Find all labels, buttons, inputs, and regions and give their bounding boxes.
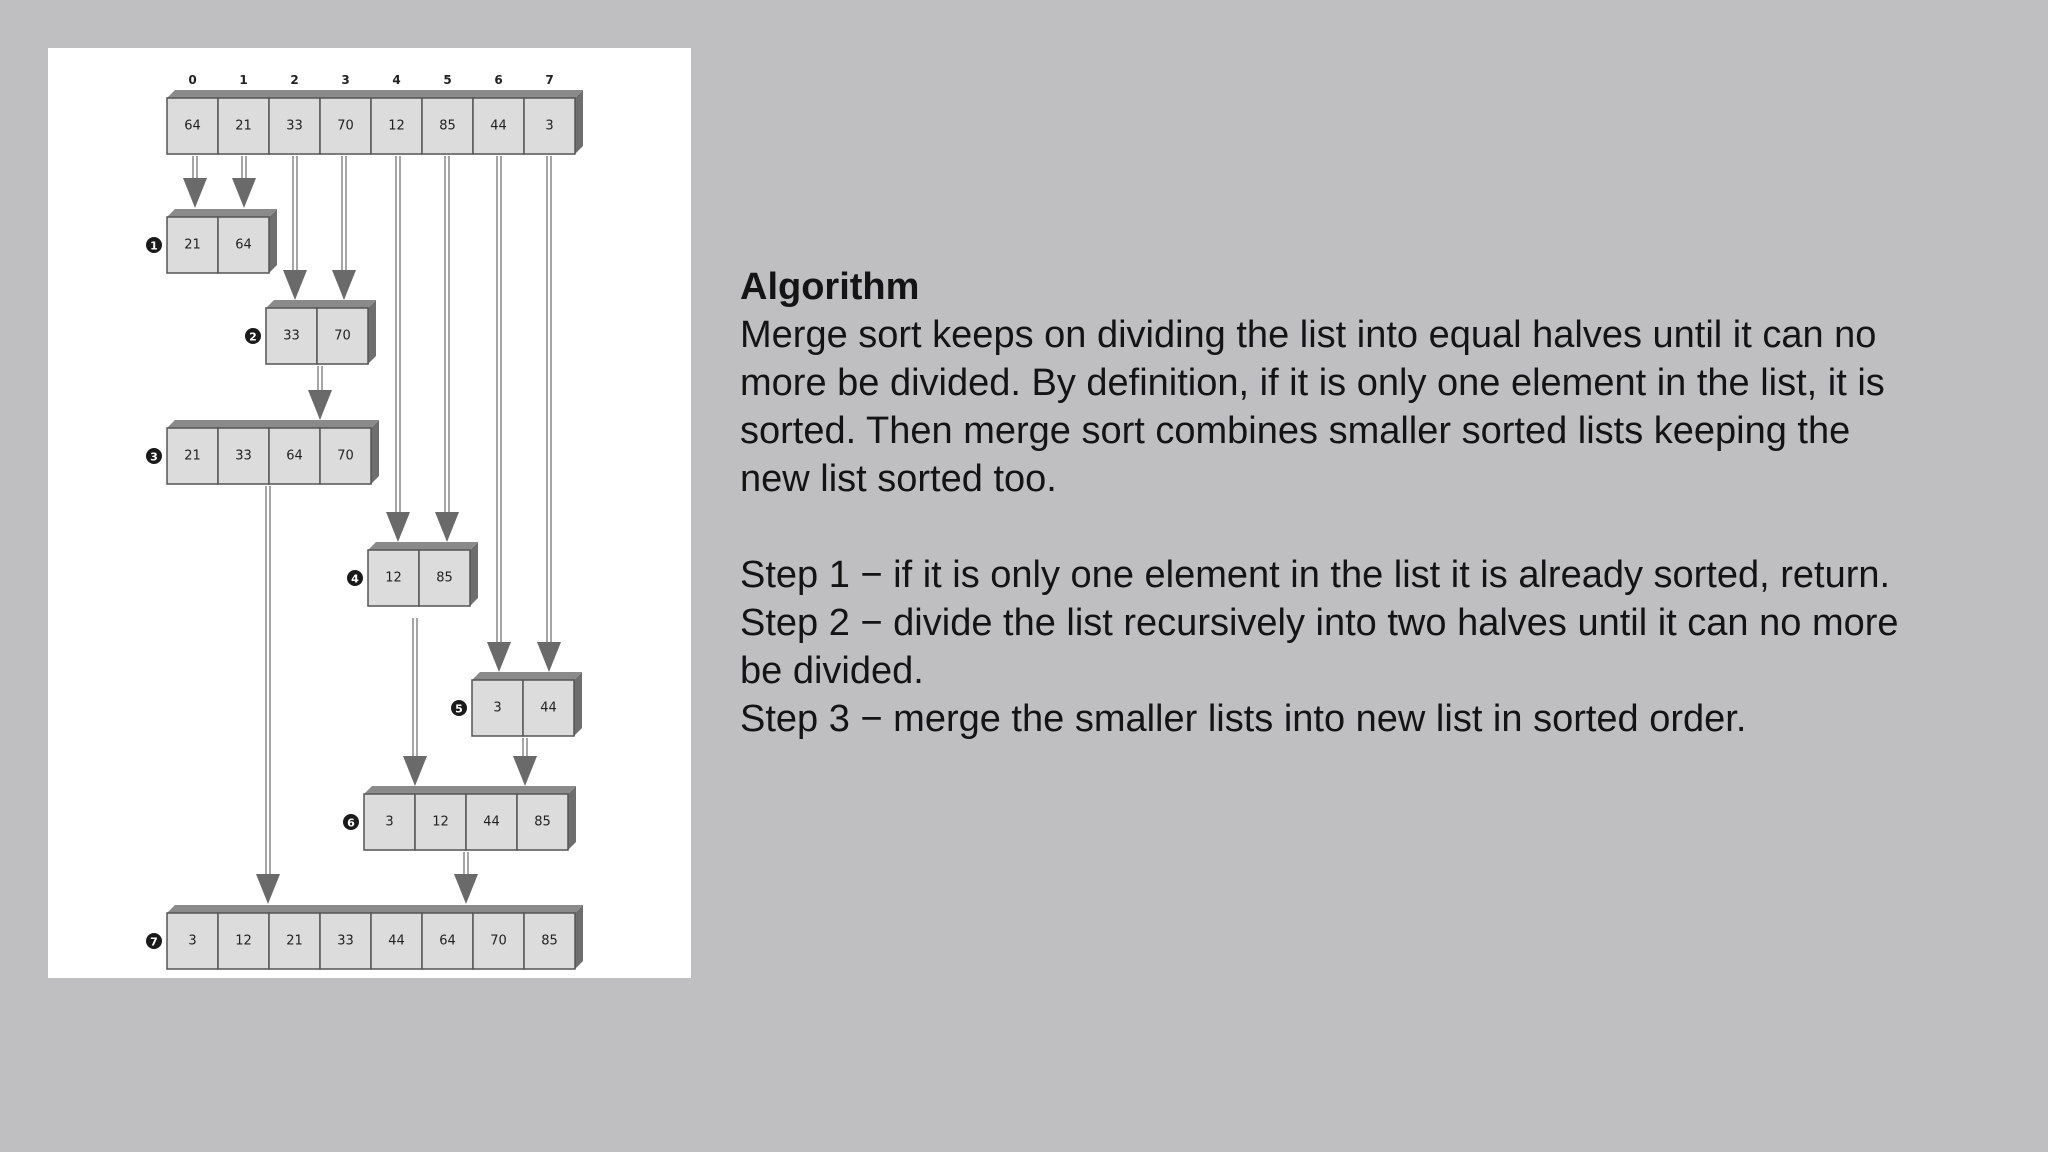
box-top — [167, 90, 583, 98]
array-cell-value: 33 — [286, 118, 303, 134]
box-top — [266, 300, 376, 308]
step-marker-number: 7 — [150, 935, 158, 949]
intro-line-3: sorted. Then merge sort combines smaller sorted lists keeping the — [740, 410, 1851, 452]
array-cell-value: 70 — [490, 933, 507, 949]
intro-line-4: new list sorted too. — [740, 458, 1057, 500]
array-cell-value: 70 — [337, 448, 354, 464]
intro-line-2: more be divided. By definition, if it is only one element in the list, it is — [740, 362, 1885, 404]
array-cell-value: 3 — [188, 933, 197, 949]
step-marker-number: 5 — [455, 702, 463, 716]
array-cell-value: 12 — [432, 814, 449, 830]
array-cell-value: 3 — [493, 700, 502, 716]
step-line-2: Step 2 − divide the list recursively into two halves until it can no more — [740, 602, 1899, 644]
step-marker-number: 3 — [150, 450, 158, 464]
arrow-10-head — [403, 756, 427, 786]
array-cell-value: 33 — [283, 328, 300, 344]
array-cell-value: 85 — [534, 814, 551, 830]
step-marker-number: 1 — [150, 239, 158, 253]
array-cell-value: 21 — [184, 237, 201, 253]
step-marker-number: 2 — [249, 330, 257, 344]
array-cell-value: 64 — [184, 118, 201, 134]
arrow-12-head — [256, 874, 280, 904]
array-cell-value: 44 — [483, 814, 500, 830]
box-side — [575, 90, 583, 154]
arrow-6-head — [386, 512, 410, 542]
array-cell-value: 3 — [545, 118, 554, 134]
array-cell-value: 85 — [436, 570, 453, 586]
box-top — [167, 905, 583, 913]
box-top — [472, 672, 582, 680]
array-cell-value: 33 — [235, 448, 252, 464]
merge-sort-diagram-svg — [48, 48, 691, 978]
arrow-1-head — [183, 178, 207, 208]
array-cell-value: 85 — [541, 933, 558, 949]
step-marker-number: 6 — [347, 816, 355, 830]
array-cell-value: 21 — [235, 118, 252, 134]
box-top — [368, 542, 478, 550]
index-label: 3 — [341, 73, 350, 87]
step-line-1: Step 1 − if it is only one element in the list it is already sorted, return. — [740, 554, 1891, 596]
array-cell-value: 21 — [286, 933, 303, 949]
box-side — [575, 905, 583, 969]
arrow-8-head — [487, 642, 511, 672]
array-cell-value: 12 — [235, 933, 252, 949]
merge-sort-diagram — [48, 48, 691, 978]
step-marker-number: 4 — [351, 572, 359, 586]
array-cell-value: 64 — [439, 933, 456, 949]
array-cell-value: 3 — [385, 814, 394, 830]
box-side — [470, 542, 478, 606]
intro-line-1: Merge sort keeps on dividing the list into equal halves until it can no — [740, 314, 1877, 356]
arrow-4-head — [332, 270, 356, 300]
step-line-4: Step 3 − merge the smaller lists into new list in sorted order. — [740, 698, 1747, 740]
array-cell-value: 44 — [388, 933, 405, 949]
index-label: 4 — [392, 73, 401, 87]
array-cell-value: 12 — [388, 118, 405, 134]
box-top — [167, 209, 277, 217]
array-cell-value: 70 — [334, 328, 351, 344]
array-cell-value: 12 — [385, 570, 402, 586]
index-label: 1 — [239, 73, 248, 87]
index-label: 7 — [545, 73, 554, 87]
box-side — [574, 672, 582, 736]
box-side — [371, 420, 379, 484]
array-cell-value: 44 — [540, 700, 557, 716]
paragraph-gap — [740, 503, 1980, 551]
arrow-3-head — [283, 270, 307, 300]
array-cell-value: 64 — [286, 448, 303, 464]
arrow-5-head — [308, 390, 332, 420]
arrow-13-head — [454, 874, 478, 904]
step-line-3: be divided. — [740, 650, 924, 692]
index-label: 6 — [494, 73, 503, 87]
array-cell-value: 64 — [235, 237, 252, 253]
array-cell-value: 33 — [337, 933, 354, 949]
index-label: 0 — [188, 73, 197, 87]
array-cell-value: 85 — [439, 118, 456, 134]
array-cell-value: 21 — [184, 448, 201, 464]
box-top — [364, 786, 576, 794]
box-side — [269, 209, 277, 273]
index-label: 2 — [290, 73, 299, 87]
algorithm-description — [740, 263, 1980, 743]
arrow-11-head — [513, 756, 537, 786]
arrow-9-head — [537, 642, 561, 672]
algorithm-title: Algorithm — [740, 266, 920, 308]
box-side — [368, 300, 376, 364]
index-label: 5 — [443, 73, 452, 87]
arrow-2-head — [232, 178, 256, 208]
array-cell-value: 70 — [337, 118, 354, 134]
box-top — [167, 420, 379, 428]
arrow-7-head — [435, 512, 459, 542]
array-cell-value: 44 — [490, 118, 507, 134]
box-side — [568, 786, 576, 850]
